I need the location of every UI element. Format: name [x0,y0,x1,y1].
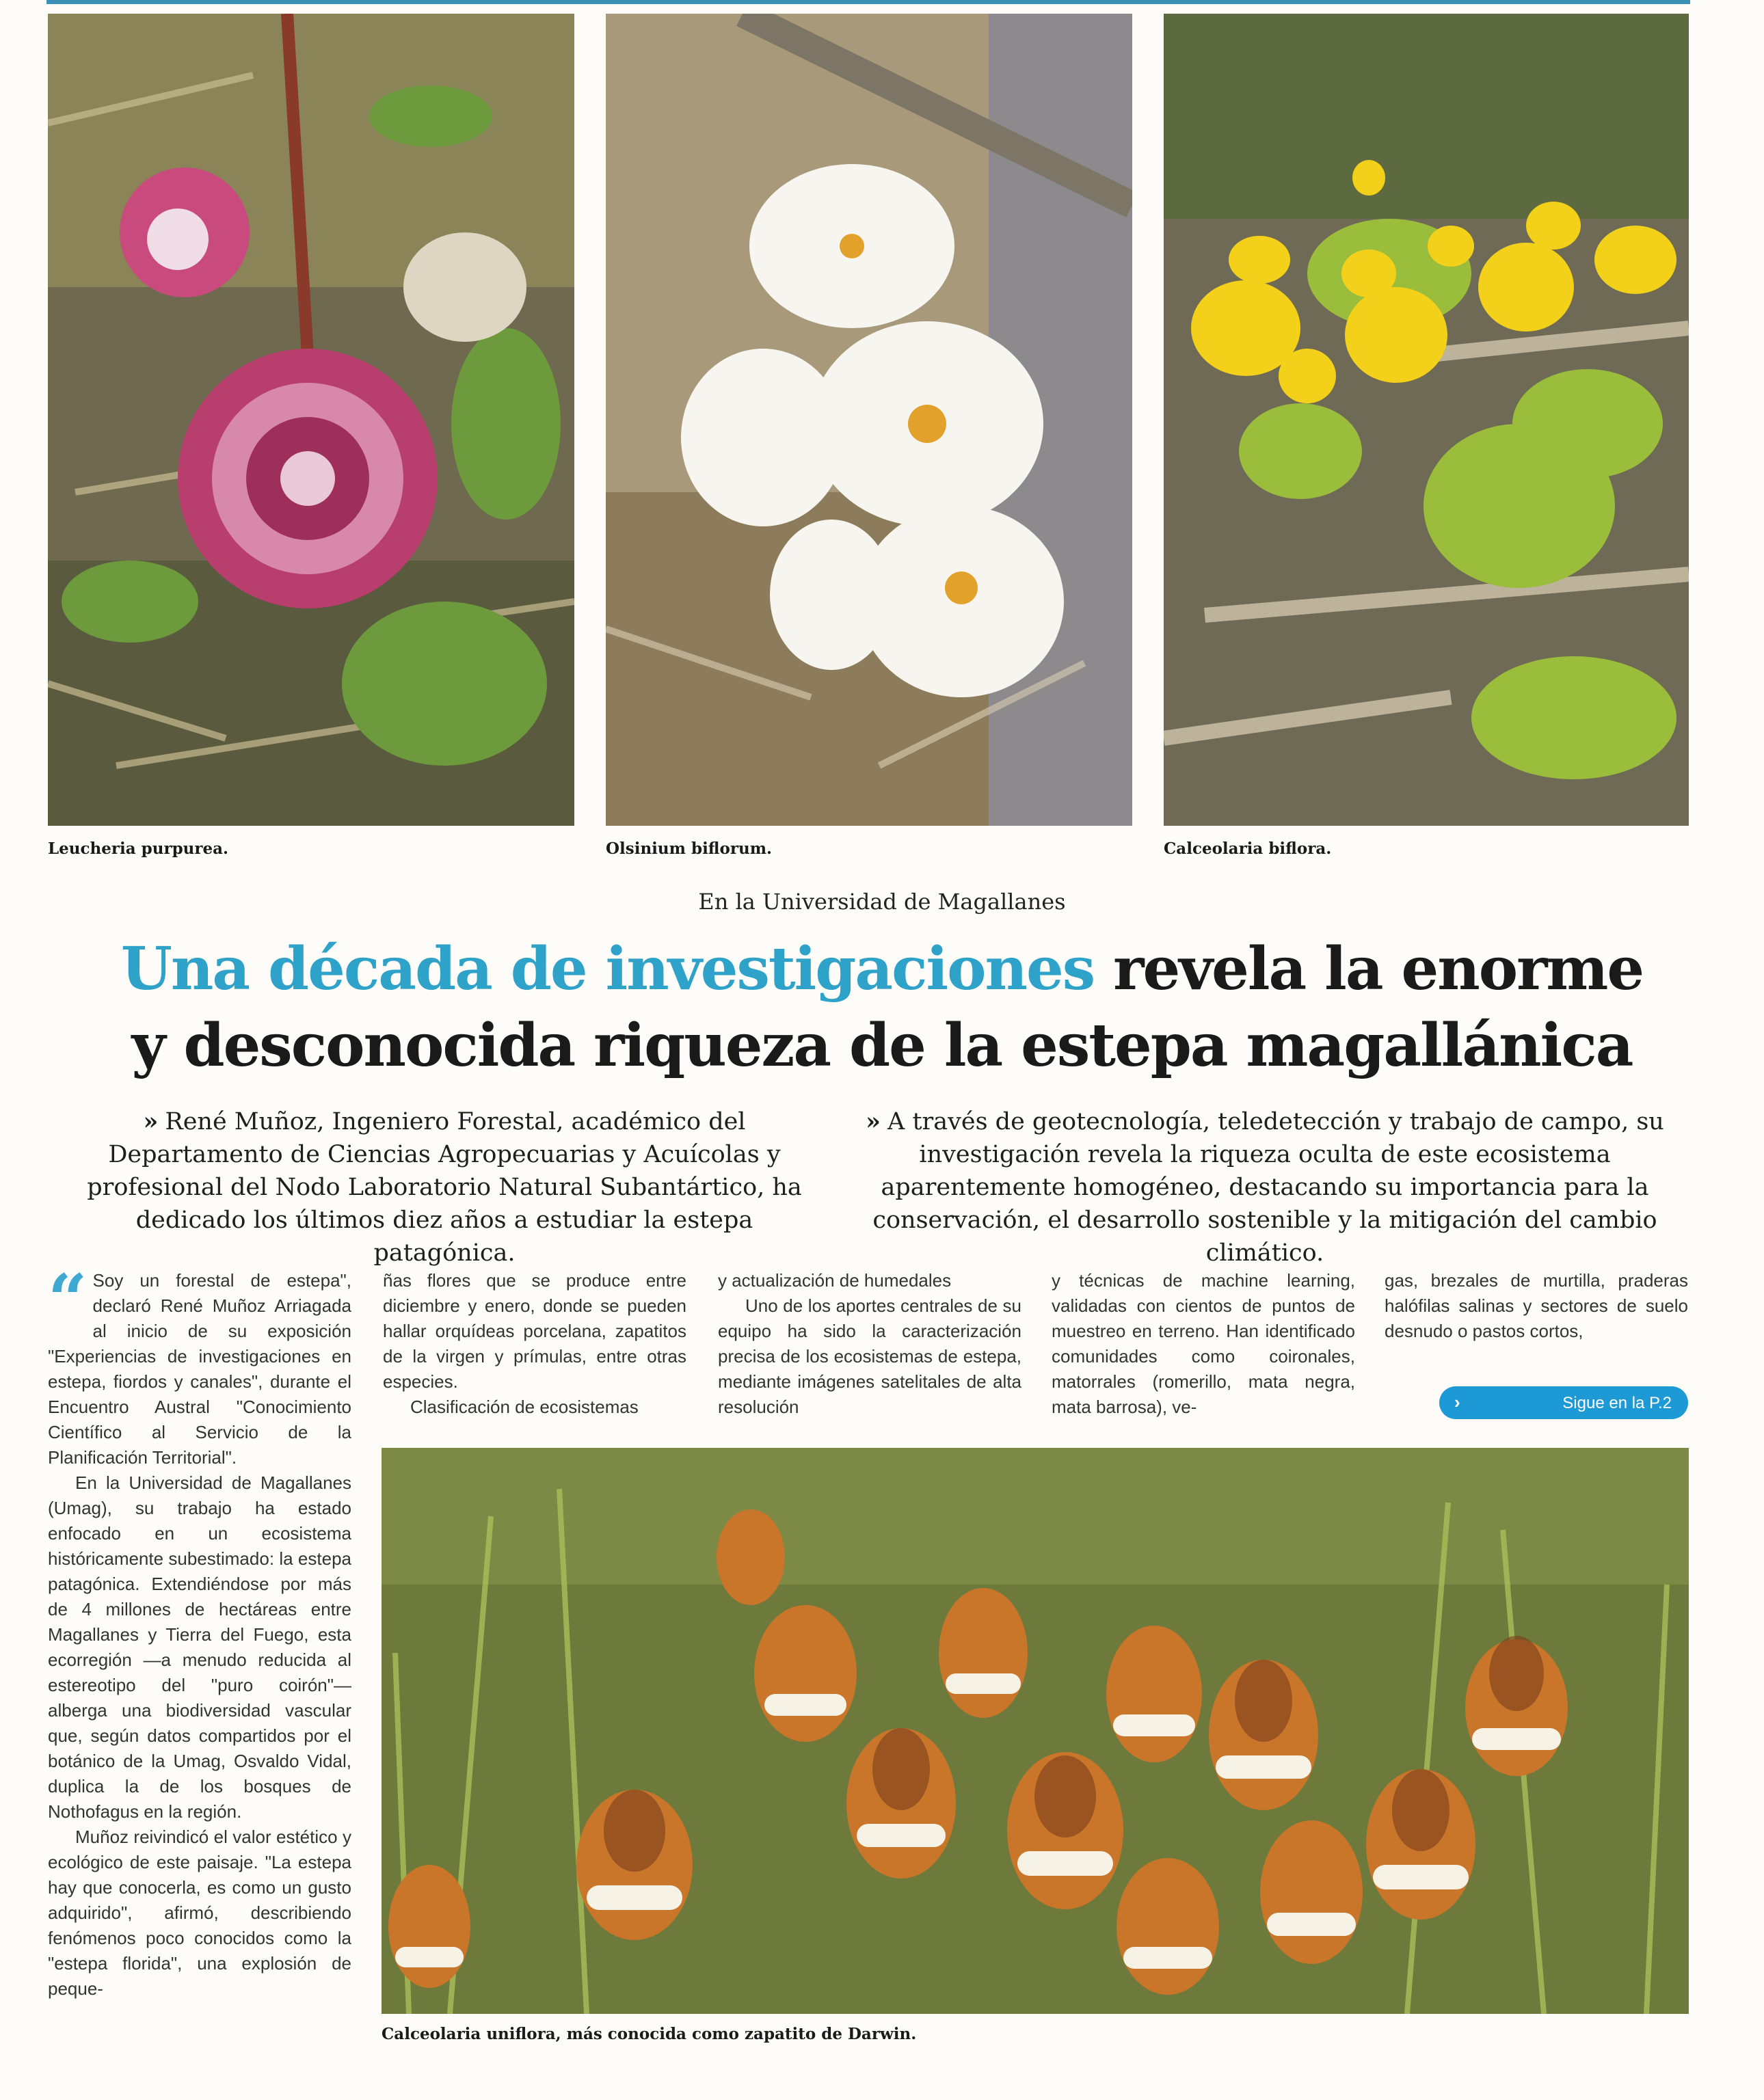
body-column-4 [1052,1268,1355,1420]
subheading-continued: y actualización de humedales [718,1270,952,1291]
quote-mark-icon: “ [48,1259,88,1340]
lead-right [834,1105,1696,1269]
body-column-3 [718,1268,1021,1420]
photo-calceolaria-biflora [1164,14,1689,826]
kicker: En la Universidad de Magallanes [698,889,1066,915]
double-chevron-icon: » [866,1107,881,1135]
photo-caption: Calceolaria biflora. [1164,839,1332,858]
body-paragraph: ñas flores que se produce entre diciembre y enero, donde se pueden hallar orquídeas porcelana, zapatitos de la virgen y prímulas, entre otras especies. [383,1270,686,1392]
body-column-1 [48,1259,351,2002]
headline-rest: revela la enorme [1094,934,1644,1004]
lead-left [68,1105,820,1269]
headline-line-1 [0,934,1764,1004]
body-paragraph: y técnicas de machine learning, validadas con cientos de puntos de muestreo en terreno. Han identificado comunidades como coironales, matorrales (romerillo, mata negra, mata barrosa), ve- [1052,1270,1355,1417]
body-column-2 [383,1268,686,1420]
chevron-right-icon: › [1454,1392,1460,1412]
body-paragraph: gas, brezales de murtilla, praderas halófilas salinas y sectores de suelo desnudo o pastos cortos, [1385,1270,1688,1341]
headline-line-2: y desconocida riqueza de la estepa magallánica [131,1011,1633,1080]
body-paragraph: Soy un forestal de estepa", declaró René Muñoz Arriagada al inicio de su exposición "Experiencias de investigaciones en estepa, fiordos y canales", durante el Encuentro Austral "Conocimiento Científico al Servicio de la Planificación Territorial". [48,1270,351,1468]
body-column-5 [1385,1268,1688,1344]
top-rule [46,0,1690,4]
photo-olsinium-biflorum [606,14,1132,826]
photo-calceolaria-uniflora [382,1448,1689,2014]
body-paragraph: En la Universidad de Magallanes (Umag), su trabajo ha estado enfocado en un ecosistema históricamente subestimado: la estepa patagónica. Extendiéndose por más de 4 millones de hectáreas entre Magallanes y Tierra del Fuego, esta ecorregión —a menudo reducida al estereotipo del "puro coirón"— alberga una biodiversidad vascular que, según datos compartidos por el botánico de la Umag, Osvaldo Vidal, duplica la de los bosques de Nothofagus en la región. [48,1472,351,1822]
lead-right-text: A través de geotecnología, teledetección y trabajo de campo, su investigación revela la riqueza oculta de este ecosistema aparentemente homogéneo, destacando su importancia para la conservación, el desarrollo sostenible y la mitigación del cambio climático. [872,1108,1664,1267]
photo-caption: Olsinium biflorum. [606,839,773,858]
body-paragraph: Muñoz reivindicó el valor estético y ecológico de este paisaje. "La estepa hay que conocerla, es como un gusto adquirido", afirmó, describiendo fenómenos poco conocidos como la "estepa florida", una explosión de peque- [48,1827,351,1999]
body-paragraph: Uno de los aportes centrales de su equipo ha sido la caracterización precisa de los ecosistemas de estepa, mediante imágenes satelitales de alta resolución [718,1295,1021,1417]
photo-leucheria-purpurea [48,14,574,826]
continue-button[interactable] [1439,1386,1688,1419]
subheading: Clasificación de ecosistemas [410,1397,639,1417]
double-chevron-icon: » [143,1107,159,1135]
continue-label: Sigue en la P.2 [1562,1394,1672,1412]
headline-highlight: Una década de investigaciones [120,934,1095,1004]
photo-caption: Calceolaria uniflora, más conocida como zapatito de Darwin. [382,2025,917,2043]
lead-left-text: René Muñoz, Ingeniero Forestal, académico del Departamento de Ciencias Agropecuarias y Acuícolas y profesional del Nodo Laboratorio Natural Subantártico, ha dedicado los últimos diez años a estudiar la estepa patagónica. [87,1108,802,1267]
photo-caption: Leucheria purpurea. [48,839,229,858]
